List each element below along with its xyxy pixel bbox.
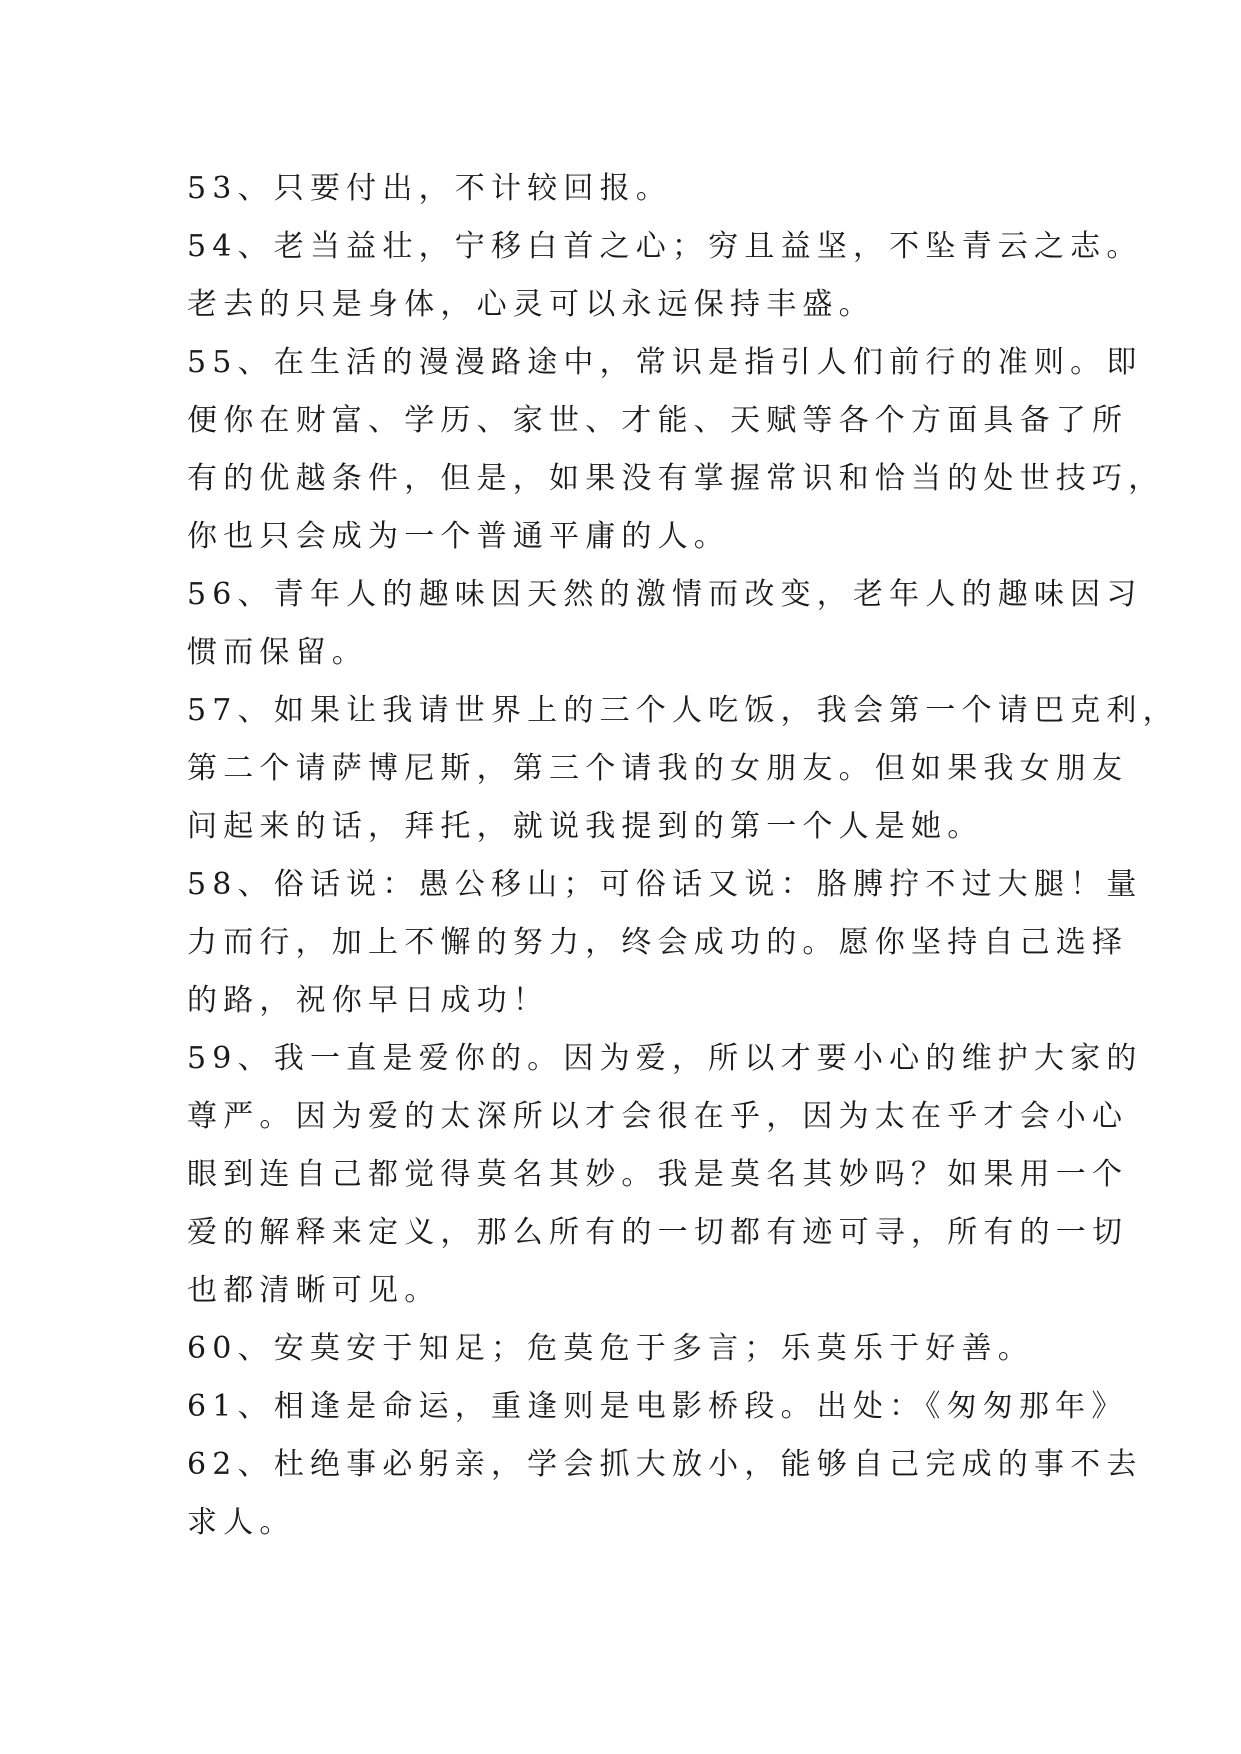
text-line: 便你在财富、学历、家世、才能、天赋等各个方面具备了所 — [187, 403, 1129, 438]
text-line: 62、杜绝事必躬亲，学会抓大放小，能够自己完成的事不去 — [187, 1447, 1143, 1482]
text-line: 有的优越条件，但是，如果没有掌握常识和恰当的处世技巧， — [187, 461, 1165, 496]
text-line: 爱的解释来定义，那么所有的一切都有迹可寻，所有的一切 — [187, 1215, 1129, 1250]
text-line: 问起来的话，拜托，就说我提到的第一个人是她。 — [187, 809, 984, 844]
text-line: 你也只会成为一个普通平庸的人。 — [187, 519, 730, 554]
text-line: 求人。 — [187, 1505, 296, 1540]
text-line: 的路，祝你早日成功！ — [187, 983, 549, 1018]
text-line: 54、老当益壮，宁移白首之心；穷且益坚，不坠青云之志。 — [187, 229, 1143, 264]
text-line: 55、在生活的漫漫路途中，常识是指引人们前行的准则。即 — [187, 345, 1143, 380]
text-line: 也都清晰可见。 — [187, 1273, 441, 1308]
text-line: 53、只要付出，不计较回报。 — [187, 171, 672, 206]
text-line: 第二个请萨博尼斯，第三个请我的女朋友。但如果我女朋友 — [187, 751, 1129, 786]
text-line: 惯而保留。 — [187, 635, 368, 670]
text-line: 56、青年人的趣味因天然的激情而改变，老年人的趣味因习 — [187, 577, 1143, 612]
text-line: 眼到连自己都觉得莫名其妙。我是莫名其妙吗？如果用一个 — [187, 1157, 1129, 1192]
document-body — [187, 160, 1179, 1552]
text-line: 58、俗话说：愚公移山；可俗话又说：胳膊拧不过大腿！量 — [187, 867, 1143, 902]
text-line: 老去的只是身体，心灵可以永远保持丰盛。 — [187, 287, 875, 322]
text-line: 61、相逢是命运，重逢则是电影桥段。出处：《匆匆那年》 — [187, 1389, 1128, 1424]
text-line: 59、我一直是爱你的。因为爱，所以才要小心的维护大家的 — [187, 1041, 1143, 1076]
text-line: 力而行，加上不懈的努力，终会成功的。愿你坚持自己选择 — [187, 925, 1129, 960]
text-line: 尊严。因为爱的太深所以才会很在乎，因为太在乎才会小心 — [187, 1099, 1129, 1134]
text-line: 57、如果让我请世界上的三个人吃饭，我会第一个请巴克利， — [187, 693, 1179, 728]
text-line: 60、安莫安于知足；危莫危于多言；乐莫乐于好善。 — [187, 1331, 1034, 1366]
